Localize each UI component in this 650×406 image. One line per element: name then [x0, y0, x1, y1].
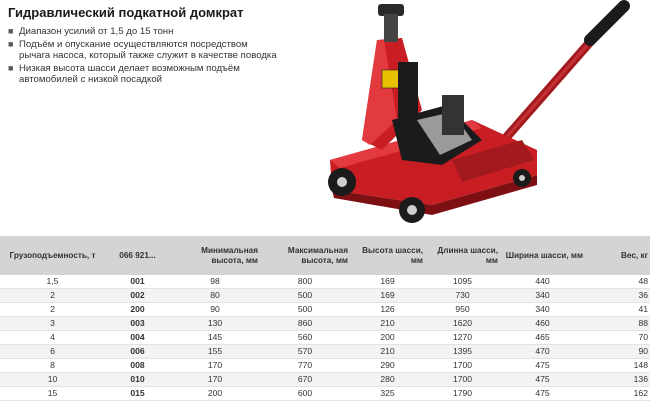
- cell-weight: 36: [585, 289, 650, 303]
- column-header-chassis-height: Высота шасси, мм: [350, 236, 425, 275]
- table-row: [0, 275, 650, 289]
- cell-chassis-length: 730: [425, 289, 500, 303]
- table-row: [0, 303, 650, 317]
- cell-capacity: 10: [0, 373, 105, 387]
- cell-capacity: 2: [0, 289, 105, 303]
- cell-chassis-length: 1095: [425, 275, 500, 289]
- cell-chassis-height: 325: [350, 387, 425, 401]
- cell-chassis-length: 1790: [425, 387, 500, 401]
- cell-weight: 162: [585, 387, 650, 401]
- cell-article: 006: [105, 345, 170, 359]
- cell-weight: 90: [585, 345, 650, 359]
- cell-article: 010: [105, 373, 170, 387]
- cell-capacity: 3: [0, 317, 105, 331]
- cell-min-height: 90: [170, 303, 260, 317]
- feature-text: Подъём и опускание осуществляются посредством рычага насоса, который также служит в качестве поводка: [19, 38, 277, 61]
- cell-min-height: 98: [170, 275, 260, 289]
- cell-max-height: 560: [260, 331, 350, 345]
- cell-chassis-height: 200: [350, 331, 425, 345]
- cell-chassis-width: 460: [500, 317, 585, 331]
- table-row: [0, 387, 650, 401]
- cell-article: 001: [105, 275, 170, 289]
- hydraulic-jack-image: [322, 0, 650, 228]
- cell-chassis-length: 1270: [425, 331, 500, 345]
- cell-chassis-width: 475: [500, 387, 585, 401]
- cell-chassis-height: 210: [350, 345, 425, 359]
- table-row: [0, 345, 650, 359]
- cell-chassis-height: 280: [350, 373, 425, 387]
- cell-max-height: 770: [260, 359, 350, 373]
- column-header-weight: Вес, кг: [585, 236, 650, 275]
- table-row: [0, 373, 650, 387]
- column-header-chassis-length: Длинна шасси, мм: [425, 236, 500, 275]
- table-row: [0, 359, 650, 373]
- cell-capacity: 1,5: [0, 275, 105, 289]
- column-header-article: 066 921...: [105, 236, 170, 275]
- cell-capacity: 6: [0, 345, 105, 359]
- table-row: [0, 289, 650, 303]
- cell-max-height: 600: [260, 387, 350, 401]
- feature-item: [8, 63, 278, 86]
- cell-article: 002: [105, 289, 170, 303]
- cell-chassis-width: 340: [500, 289, 585, 303]
- feature-item: [8, 39, 278, 62]
- specifications-table: [0, 236, 650, 401]
- cell-chassis-width: 440: [500, 275, 585, 289]
- cell-chassis-height: 169: [350, 289, 425, 303]
- cell-chassis-width: 475: [500, 373, 585, 387]
- page-title: Гидравлический подкатной домкрат: [8, 5, 244, 20]
- cell-max-height: 670: [260, 373, 350, 387]
- table-row: [0, 317, 650, 331]
- cell-chassis-length: 950: [425, 303, 500, 317]
- table-body: [0, 275, 650, 401]
- table-header: [0, 236, 650, 275]
- column-header-max-height: Максимальная высота, мм: [260, 236, 350, 275]
- cell-min-height: 155: [170, 345, 260, 359]
- cell-max-height: 800: [260, 275, 350, 289]
- cell-weight: 136: [585, 373, 650, 387]
- cell-max-height: 500: [260, 289, 350, 303]
- cell-max-height: 860: [260, 317, 350, 331]
- cell-capacity: 8: [0, 359, 105, 373]
- cell-weight: 41: [585, 303, 650, 317]
- cell-min-height: 130: [170, 317, 260, 331]
- cell-article: 200: [105, 303, 170, 317]
- cell-capacity: 2: [0, 303, 105, 317]
- cell-article: 008: [105, 359, 170, 373]
- cell-chassis-width: 340: [500, 303, 585, 317]
- cell-capacity: 4: [0, 331, 105, 345]
- cell-max-height: 570: [260, 345, 350, 359]
- column-header-min-height: Минимальная высота, мм: [170, 236, 260, 275]
- cell-weight: 70: [585, 331, 650, 345]
- cell-article: 003: [105, 317, 170, 331]
- cell-chassis-height: 210: [350, 317, 425, 331]
- table-row: [0, 331, 650, 345]
- cell-chassis-height: 169: [350, 275, 425, 289]
- cell-min-height: 170: [170, 359, 260, 373]
- feature-text: Низкая высота шасси делает возможным подъём автомобилей с низкой посадкой: [19, 62, 240, 85]
- cell-chassis-height: 290: [350, 359, 425, 373]
- cell-chassis-width: 475: [500, 359, 585, 373]
- cell-min-height: 170: [170, 373, 260, 387]
- bullet-icon: ■: [8, 38, 14, 49]
- cell-article: 004: [105, 331, 170, 345]
- cell-chassis-length: 1700: [425, 359, 500, 373]
- bullet-icon: ■: [8, 26, 14, 36]
- cell-chassis-width: 465: [500, 331, 585, 345]
- cell-chassis-length: 1395: [425, 345, 500, 359]
- cell-capacity: 15: [0, 387, 105, 401]
- feature-item: [8, 26, 278, 38]
- cell-chassis-length: 1700: [425, 373, 500, 387]
- cell-max-height: 500: [260, 303, 350, 317]
- jack-handle: [497, 6, 624, 148]
- cell-min-height: 200: [170, 387, 260, 401]
- column-header-capacity: Грузоподъемность, т: [0, 236, 105, 275]
- cell-chassis-length: 1620: [425, 317, 500, 331]
- bullet-icon: ■: [8, 62, 14, 73]
- cell-min-height: 145: [170, 331, 260, 345]
- cell-min-height: 80: [170, 289, 260, 303]
- cell-weight: 148: [585, 359, 650, 373]
- cell-weight: 48: [585, 275, 650, 289]
- column-header-chassis-width: Ширина шасси, мм: [500, 236, 585, 275]
- cell-weight: 88: [585, 317, 650, 331]
- cell-article: 015: [105, 387, 170, 401]
- feature-list: [8, 26, 278, 87]
- cell-chassis-height: 126: [350, 303, 425, 317]
- cell-chassis-width: 470: [500, 345, 585, 359]
- feature-text: Диапазон усилий от 1,5 до 15 тонн: [19, 26, 174, 37]
